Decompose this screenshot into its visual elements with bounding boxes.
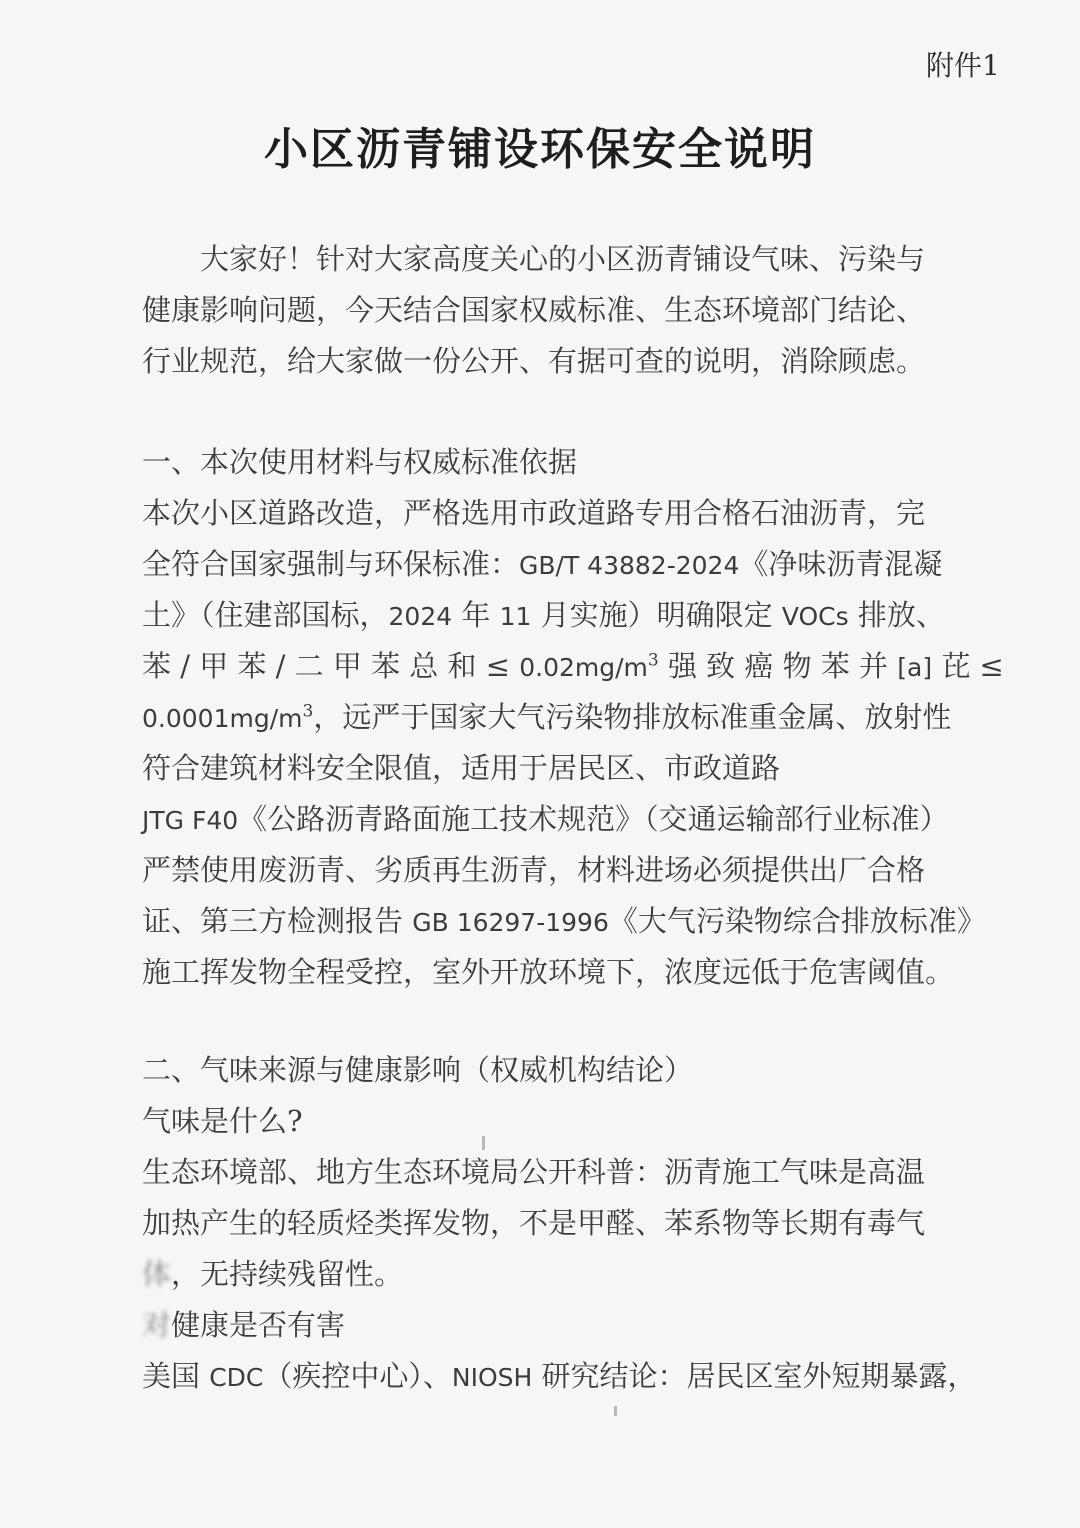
superscript: 3 bbox=[302, 701, 314, 722]
org-acronym: NIOSH bbox=[451, 1363, 533, 1392]
text-run: 月实施）明确限定 bbox=[531, 598, 782, 632]
section-1-line bbox=[142, 794, 949, 845]
text-run: 排放、 bbox=[848, 598, 945, 632]
text-run: ，无持续残留性。 bbox=[171, 1257, 404, 1291]
month-number: 11 bbox=[499, 602, 532, 631]
vocs-term: VOCs bbox=[781, 602, 849, 631]
org-acronym: CDC bbox=[209, 1363, 264, 1392]
faded-text: 体 bbox=[142, 1257, 172, 1291]
text-run: 土》（住建部国标， bbox=[142, 598, 389, 632]
text-run: 《净味沥青混凝 bbox=[739, 547, 943, 581]
text-run: 美国 bbox=[142, 1359, 210, 1393]
section-1-line: 符合建筑材料安全限值，适用于居民区、市政道路 bbox=[142, 751, 781, 785]
limit-value: 0.0001mg/m bbox=[142, 704, 303, 733]
text-run: 证、第三方检测报告 bbox=[142, 904, 413, 938]
section-1-line bbox=[142, 896, 986, 947]
question-heading: 气味是什么? bbox=[142, 1104, 303, 1138]
intro-paragraph bbox=[142, 234, 942, 387]
standard-code: JTG F40 bbox=[142, 806, 239, 835]
text-run: 健康是否有害 bbox=[171, 1308, 346, 1342]
text-run: 苯 / 甲 苯 / 二 甲 苯 总 和 ≤ bbox=[142, 649, 520, 683]
text-run: 芘 ≤ bbox=[932, 649, 1004, 683]
section-2-line bbox=[142, 1351, 977, 1402]
section-1-line bbox=[142, 590, 945, 641]
text-run: 年 bbox=[452, 598, 500, 632]
section-1-line: 施工挥发物全程受控，室外开放环境下，浓度远低于危害阈值。 bbox=[142, 955, 955, 989]
section-1-line bbox=[142, 692, 952, 743]
limit-value: 0.02mg/m bbox=[519, 653, 648, 682]
scan-artifact bbox=[482, 1136, 485, 1150]
intro-line: 健康影响问题，今天结合国家权威标准、生态环境部门结论、 bbox=[142, 293, 926, 327]
section-2-line: 加热产生的轻质烃类挥发物，不是甲醛、苯系物等长期有毒气 bbox=[142, 1206, 926, 1240]
section-2-line bbox=[142, 1249, 942, 1300]
text-run: 《公路沥青路面施工技术规范》（交通运输部行业标准） bbox=[238, 802, 949, 836]
superscript: 3 bbox=[647, 650, 659, 671]
attachment-label: 附件1 bbox=[926, 49, 1000, 82]
page-title: 小区沥青铺设环保安全说明 bbox=[264, 124, 816, 175]
text-run: 《大气污染物综合排放标准》 bbox=[608, 904, 986, 938]
text-run: 研究结论：居民区室外短期暴露， bbox=[532, 1359, 977, 1393]
scan-artifact bbox=[614, 1406, 617, 1416]
intro-line: 行业规范，给大家做一份公开、有据可查的说明，消除顾虑。 bbox=[142, 344, 926, 378]
standard-code: GB 16297-1996 bbox=[412, 908, 609, 937]
question-heading bbox=[142, 1300, 942, 1351]
faded-text: 对 bbox=[142, 1308, 172, 1342]
chem-term: [a] bbox=[897, 653, 933, 682]
section-1-line bbox=[142, 539, 942, 590]
text-run: （疾控中心）、 bbox=[263, 1359, 452, 1393]
section-1-line: 严禁使用废沥青、劣质再生沥青，材料进场必须提供出厂合格 bbox=[142, 853, 926, 887]
section-1-line: 本次小区道路改造，严格选用市政道路专用合格石油沥青，完 bbox=[142, 496, 926, 530]
text-run: ，远严于国家大气污染物排放标准重金属、放射性 bbox=[313, 700, 952, 734]
text-run: 全符合国家强制与环保标准： bbox=[142, 547, 520, 581]
section-2-line: 生态环境部、地方生态环境局公开科普：沥青施工气味是高温 bbox=[142, 1155, 926, 1189]
section-2-heading: 二、气味来源与健康影响（权威机构结论） bbox=[142, 1053, 694, 1087]
section-2 bbox=[142, 1045, 977, 1402]
year-number: 2024 bbox=[388, 602, 453, 631]
section-1-line bbox=[142, 641, 1004, 692]
section-1 bbox=[142, 437, 1004, 998]
text-run: 强 致 癌 物 苯 并 bbox=[658, 649, 898, 683]
standard-code: GB/T 43882-2024 bbox=[519, 551, 740, 580]
section-1-heading: 一、本次使用材料与权威标准依据 bbox=[142, 445, 578, 479]
intro-line: 大家好！针对大家高度关心的小区沥青铺设气味、污染与 bbox=[200, 242, 926, 276]
